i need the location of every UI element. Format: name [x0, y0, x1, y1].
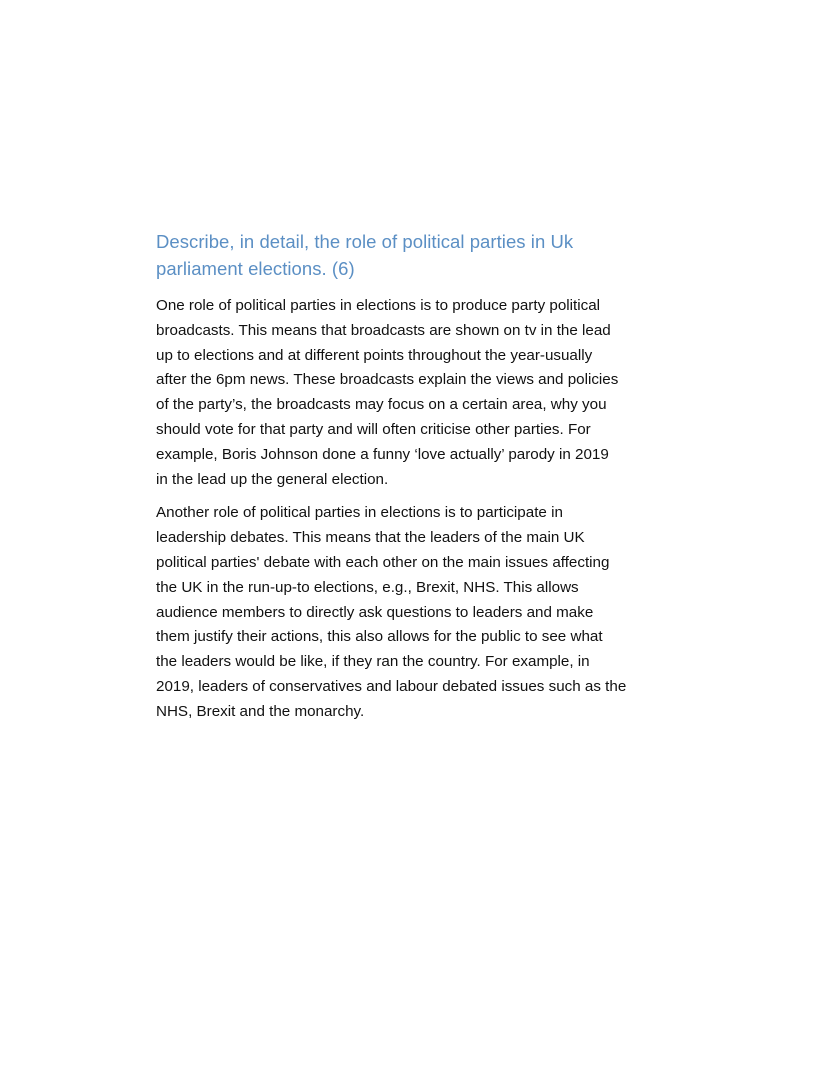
- text-line: leadership debates. This means that the leaders of the main UK: [156, 529, 585, 547]
- text-line: should vote for that party and will often criticise other parties. For: [156, 420, 591, 438]
- text-line: in the lead up the general election.: [156, 470, 389, 488]
- text-line: the leaders would be like, if they ran the country. For example, in: [156, 653, 590, 671]
- answer-paragraph-1: [156, 294, 692, 492]
- text-line: up to elections and at different points throughout the year-usually: [156, 346, 593, 364]
- heading-line: Describe, in detail, the role of political parties in Uk: [156, 231, 574, 252]
- text-line: the UK in the run-up-to elections, e.g., Brexit, NHS. This allows: [156, 578, 579, 596]
- text-line: political parties' debate with each other on the main issues affecting: [156, 553, 610, 571]
- text-line: audience members to directly ask questions to leaders and make: [156, 603, 594, 621]
- text-line: broadcasts. This means that broadcasts are shown on tv in the lead: [156, 321, 611, 339]
- document-body: [156, 228, 692, 734]
- text-line: of the party’s, the broadcasts may focus on a certain area, why you: [156, 396, 607, 414]
- text-line: example, Boris Johnson done a funny ‘love actually’ parody in 2019: [156, 445, 609, 463]
- text-line: Another role of political parties in elections is to participate in: [156, 504, 563, 522]
- text-line: after the 6pm news. These broadcasts explain the views and policies: [156, 371, 619, 389]
- text-line: them justify their actions, this also allows for the public to see what: [156, 628, 603, 646]
- heading-line: parliament elections. (6): [156, 258, 355, 279]
- answer-paragraph-2: [156, 501, 692, 724]
- question-heading: [156, 228, 692, 282]
- text-line: NHS, Brexit and the monarchy.: [156, 702, 365, 720]
- text-line: 2019, leaders of conservatives and labour debated issues such as the: [156, 677, 627, 695]
- text-line: One role of political parties in elections is to produce party political: [156, 297, 601, 314]
